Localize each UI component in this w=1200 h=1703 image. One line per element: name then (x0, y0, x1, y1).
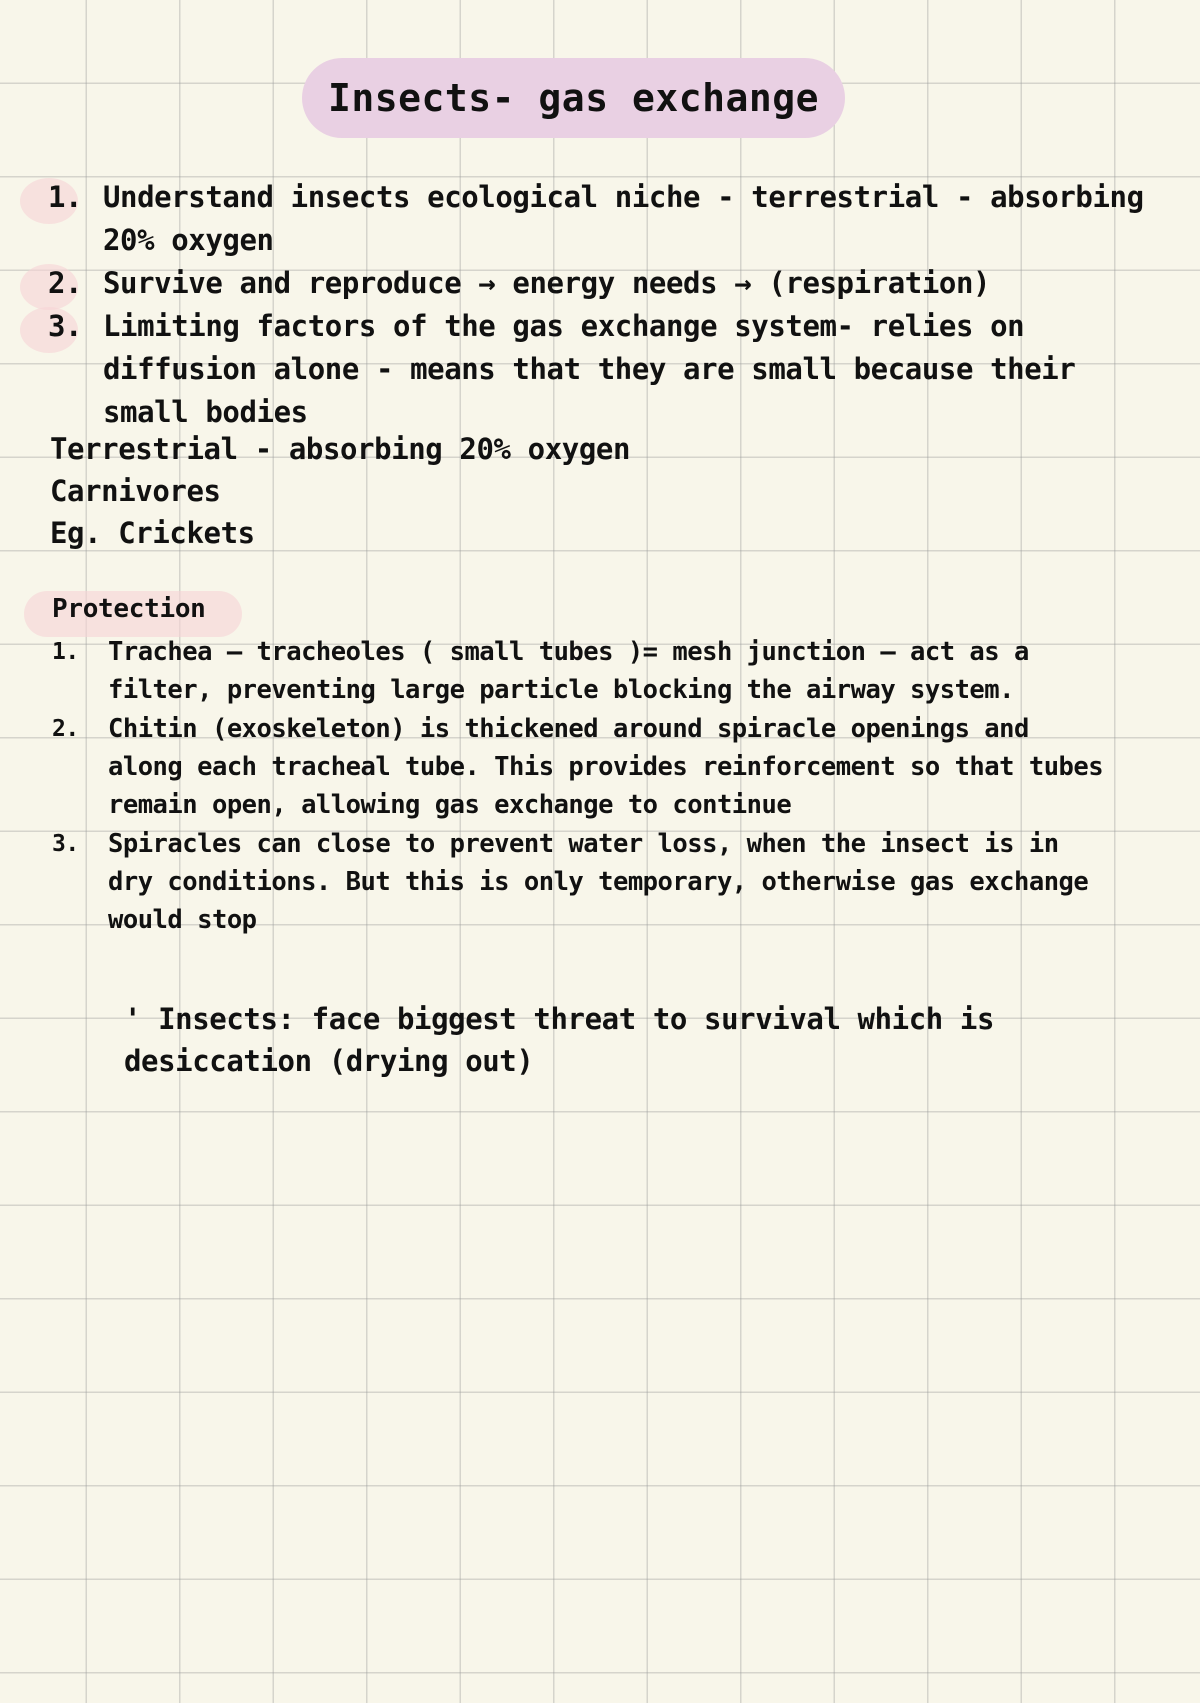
title-highlight (302, 58, 845, 138)
protection-item-text: Trachea — tracheoles ( small tubes )= mesh junction — act as a filter, preventing large particle blocking the airway system. (108, 637, 1029, 705)
notes-block (50, 428, 630, 554)
protection-item-text: Spiracles can close to prevent water loss, when the insect is in dry conditions. But this is only temporary, otherwise gas exchange would stop (108, 829, 1089, 935)
intro-item-text: Understand insects ecological niche - terrestrial - absorbing 20% oxygen (103, 180, 1144, 257)
protection-item (52, 633, 1112, 709)
protection-item-number: 3. (52, 831, 79, 857)
intro-item (48, 262, 1148, 305)
intro-item (48, 176, 1148, 262)
notes-line: Eg. Crickets (50, 516, 255, 550)
protection-item-number: 1. (52, 639, 79, 665)
intro-item-text: Limiting factors of the gas exchange system- relies on diffusion alone - means that they are small because their small bodies (103, 309, 1076, 429)
intro-item (48, 305, 1148, 434)
intro-item-number: 1. (48, 180, 83, 214)
protection-item-number: 2. (52, 716, 79, 742)
intro-item-number: 3. (48, 309, 83, 343)
intro-item-number: 2. (48, 266, 83, 300)
protection-item (52, 710, 1112, 824)
footnote: ' Insects: face biggest threat to survival which is desiccation (drying out) (124, 1002, 995, 1078)
intro-item-text: Survive and reproduce → energy needs → (respiration) (103, 266, 991, 300)
page-title: Insects- gas exchange (328, 76, 819, 120)
notes-line: Terrestrial - absorbing 20% oxygen (50, 432, 631, 466)
intro-list (48, 176, 1148, 434)
protection-item-text: Chitin (exoskeleton) is thickened around spiracle openings and along each tracheal tube. This provides reinforcement so that tubes remain open, allowing gas exchange to continue (108, 714, 1104, 820)
section-heading: Protection (52, 594, 206, 624)
protection-item (52, 825, 1112, 939)
protection-list (52, 633, 1112, 940)
notes-line: Carnivores (50, 474, 221, 508)
